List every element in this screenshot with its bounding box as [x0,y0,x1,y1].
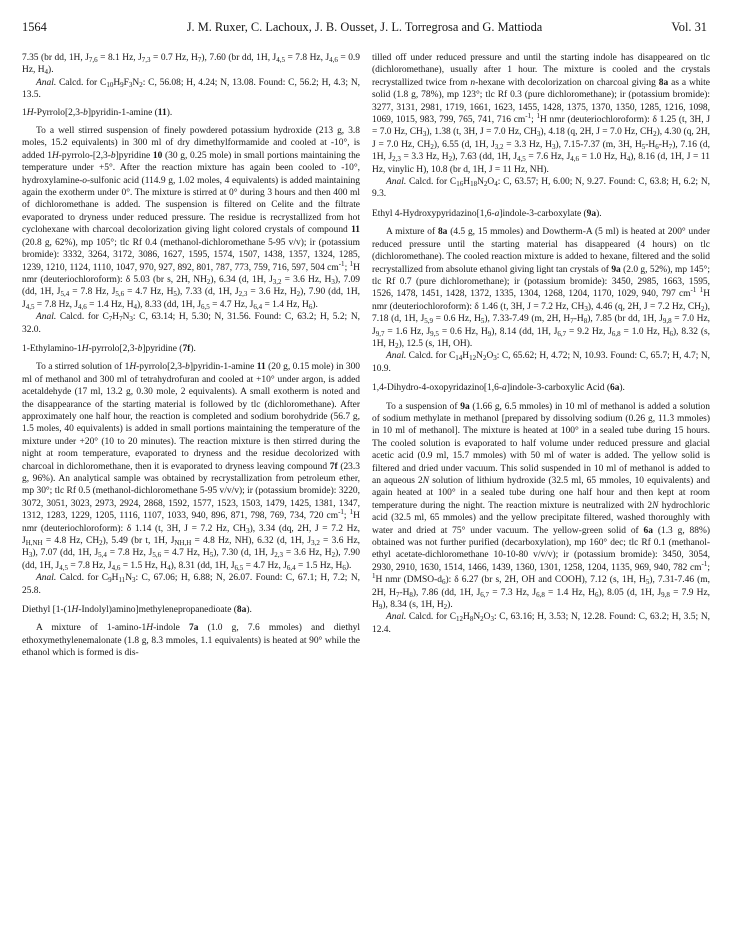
left-column [22,52,360,660]
right-column [372,52,710,638]
volume-label: Vol. 31 [671,20,707,34]
procedure-paragraph-compound-11: To a well stirred suspension of finely powdered potassium hydroxide (213 g, 3.8 moles, 15.2 equivalents) in 300 ml of dry dimethylformamide and cooled at -10°, is added 1H-pyrrolo-[2,3-b]pyridine 10 (30 g, 0.25 mole) in small portions maintaining the temperature under +5°. After the reaction mixture has again been cooled to -10°, hydroxylamine-o-sulfonic acid (114.9 g, 1.02 moles, 4 equivalents) is added maintaining again the exotherm under 0°. The mixture is stirred at 0° during 3 hours and then 400 ml of dichloromethane is added. The suspension is filtered on Celite and the filtrate evaporated to dryness under reduced pressure. The residue is recrystallized from hot cyclohexane with charcoal decolorization giving light colored crystals of compound 11 (20.8 g, 62%), mp 105°; tlc Rf 0.4 (methanol-dichloromethane 5-95 v/v); ir (potassium bromide): 3332, 3264, 3172, 3086, 1627, 1595, 1574, 1507, 1438, 1357, 1324, 1285, 1239, 1210, 1124, 1110, 1047, 970, 927, 892, 801, 787, 773, 759, 716, 597, 504 $cm^{-1}$; $^1$H nmr (deuteriochloroform): δ 5.03 (br s, 2H, $NH_2$), 6.34 (d, 1H, $J_{3,2} = 3.6$ Hz, $H_3$), 7.09 (dd, 1H, $J_{5,4} = 7.8$ Hz, $J_{5,6} = 4.7$ Hz, $H_5$), 7.33 (d, 1H, $J_{2,3} = 3.6$ Hz, $H_2$), 7.90 (dd, 1H, $J_{4,5} = 7.8$ Hz, $J_{4,6} = 1.4$ Hz, $H_4$), 8.33 (dd, 1H, $J_{6,5} = 4.7$ Hz, $J_{6,4} = 1.4$ Hz, $H_6$). [22,126,360,311]
analysis-paragraph-compound-7f: Anal. Calcd. for $C_9H_{11}N_3$: C, 67.06; H, 6.88; N, 26.07. Found: C, 67.1; H, 7.2; N, 25.8. [22,573,360,596]
page-number: 1564 [22,20,47,34]
procedure-paragraph-compound-7f: To a stirred solution of 1H-pyrrolo[2,3-b]pyridin-1-amine 11 (20 g, 0.15 mole) in 300 ml of methanol and 300 ml of tetrahydrofuran and cooled at +10° under argon, is added acetaldehyde (17 ml, 13.2 g, 0.30 mole, 2 equivalents). A small exotherm is noted and the disappearance of the starting material is followed by tlc (dichloromethane). After approximately one half hour, the reaction is completed and sodium borohydride (56.7 g, 1.5 moles, 40 equivalents) is added in small portions maintaining the temperature of the mixture under +20° (10 to 20 minutes). The reaction mixture is then stirred during the night at room temperature, evaporated to dryness and the residue decolorized with charcoal in dichloromethane, then it is evaporated to dryness leaving compound 7f (23.3 g, 96%). An analytical sample was obtained by recrystallization from petroleum ether, mp 30°; tlc Rf 0.5 (methanol-dichloromethane 5-95 v/v/v); ir (potassium bromide): 3220, 3072, 3051, 3023, 2973, 2924, 2868, 1592, 1577, 1523, 1503, 1479, 1425, 1381, 1347, 1312, 1283, 1229, 1205, 1116, 1107, 1033, 940, 896, 871, 798, 769, 734, 720 $cm^{-1}$; $^1$H nmr (deuteriochloroform): δ 1.14 (t, 3H, J = 7.2 Hz, $CH_3$), 3.34 (dq, 2H, J = 7.2 Hz, $J_{H,NH} = 4.8$ Hz, $CH_2$), 5.49 (br t, 1H, $J_{NH,H} = 4.8$ Hz, NH), 6.32 (d, 1H, $J_{3,2} = 3.6$ Hz, $H_3$), 7.07 (dd, 1H, $J_{5,4} = 7.8$ Hz, $J_{5,6} = 4.7$ Hz, $H_5$), 7.30 (d, 1H, $J_{2,3} = 3.6$ Hz, $H_2$), 7.90 (dd, 1H, $J_{4,5} = 7.8$ Hz, $J_{4,6} = 1.5$ Hz, $H_4$), 8.31 (dd, 1H, $J_{6,5} = 4.7$ Hz, $J_{6,4} = 1.5$ Hz, $H_6$). [22,362,361,572]
section-title-compound-8a: Diethyl [1-(1H-Indolyl)amino]methylenepropanedioate (8a). [22,605,252,616]
page-header [22,20,707,40]
procedure-paragraph-compound-8a: A mixture of 1-amino-1H-indole 7a (1.0 g, 7.6 mmoles) and diethyl ethoxymethylenemalonate (1.8 g, 8.3 mmoles, 1.1 equivalents) is heated at 90° while the ethanol which is formed is dis- [22,623,361,659]
procedure-continuation-compound-8a: tilled off under reduced pressure and until the starting indole has disappeared on tlc (dichloromethane), usually after 1 hour. The mixture is cooled and the crystals recrystallized twice from n-hexane with decolorization on charcoal giving 8a as a white solid (1.8 g, 78%), mp 123°; tlc Rf 0.3 (pure dichloromethane); ir (potassium bromide): 3277, 3131, 2981, 1719, 1661, 1623, 1455, 1428, 1375, 1370, 1350, 1285, 1216, 1098, 1069, 1015, 983, 799, 765, 741, 716 $cm^{-1}$; $^1$H nmr (deuteriochloroform): δ 1.25 (t, 3H, J = 7.0 Hz, $CH_3$), 1.38 (t, 3H, J = 7.0 Hz, $CH_3$), 4.18 (q, 2H, J = 7.0 Hz, $CH_2$), 4.30 (q, 2H, J = 7.0 Hz, $CH_2$), 6.55 (d, 1H, $J_{3,2} = 3.3$ Hz, $H_3$), 7.15-7.37 (m, 3H, $H_5-H_6-H_7$), 7.16 (d, 1H, $J_{2,3} = 3.3$ Hz, $H_2$), 7.63 (dd, 1H, $J_{4,5} = 7.6$ Hz, $J_{4,6} = 1.0$ Hz, $H_4$), 8.16 (d, 1H, J = 11 Hz, vinylic H), 10.8 (br d, 1H, J = 11 Hz, NH). [372,53,710,175]
procedure-paragraph-compound-6a: To a suspension of 9a (1.66 g, 6.5 mmoles) in 10 ml of methanol is added a solution of sodium methylate in methanol [prepared by dissolving sodium (0.26 g, 11.3 mmoles) in 10 ml of methanol]. The mixture is heated at 100° in a sealed tube during 15 hours. The cooled solution is evaporated to half volume under reduced pressure and glacial acetic acid (0.9 ml, 15.7 mmoles) with 50 ml of water is added. The yellow solid is filtered and dried under vacuum. This solid suspended in 10 ml of methanol is added to an aqueous 2N solution of lithium hydroxide (32.5 ml, 65 mmoles, 10 equivalents) and again heated at 100° in a sealed tube during one half hour and then kept at room temperature during the night. The reaction mixture is neutralized with 2N hydrochloric acid (32.5 ml, 65 mmoles) and the yellow precipitate filtered, washed thoroughly with water and dried at 75° under vacuum. The yellow-green solid of 6a (1.3 g, 88%) obtained was not further purified (decarboxylation), mp 160° dec; tlc Rf 0.1 (methanol-ethyl acetate-dichloromethane 10-10-80 v/v/v); ir (potassium bromide): 3450, 3054, 2930, 2910, 1630, 1514, 1466, 1439, 1360, 1301, 1258, 1204, 1135, 969, 940, 782 $cm^{-1}$; $^1$H nmr $(DMSO-d_6)$: δ 6.27 (br s, 2H, OH and COOH), 7.12 (s, 1H, $H_5$), 7.31-7.46 (m, 2H, $H_7-H_8$), 7.86 (dd, 1H, $J_{6,7} = 7.3$ Hz, $J_{6,8} = 1.4$ Hz, $H_6$), 8.05 (d, 1H, $J_{9,8} = 7.9$ Hz, $H_9$), 8.34 (s, 1H, $H_2$). [372,401,711,612]
section-title-compound-6a: 1,4-Dihydro-4-oxopyridazino[1,6-a]indole-3-carboxylic Acid (6a). [372,383,625,394]
running-head-authors: J. M. Ruxer, C. Lachoux, J. B. Ousset, J. L. Torregrosa and G. Mattioda [186,20,543,34]
nmr-continuation: 7.35 (br dd, 1H, $J_{7,6} = 8.1$ Hz, $J_{7,3} = 0.7$ Hz, $H_7$), 7.60 (br dd, 1H, $J_{4,5} = 7.8$ Hz, $J_{4,6} = 0.9$ Hz, $H_4$). [22,53,361,77]
analysis-paragraph-compound-11: Anal. Calcd. for $C_7H_7N_3$: C, 63.14; H, 5.30; N, 31.56. Found: C, 63.2; H, 5.2; N, 32.0. [22,312,360,335]
analysis-paragraph-compound-6a: Anal. Calcd. for $C_{12}H_8N_2O_3$: C, 63.16; H, 3.53; N, 12.28. Found: C, 63.2; H, 3.5; N, 12.4. [372,612,710,635]
analysis-paragraph-compound-9a: Anal. Calcd. for $C_{14}H_{12}N_2O_3$: C, 65.62; H, 4.72; N, 10.93. Found: C, 65.7; H, 4.7; N, 10.9. [372,351,711,374]
section-title-compound-9a: Ethyl 4-Hydroxypyridazino[1,6-a]indole-3-carboxylate (9a). [372,208,602,219]
analysis-paragraph-compound-8a: Anal. Calcd. for $C_{16}H_{18}N_2O_4$: C, 63.57; H, 6.00; N, 9.27. Found: C, 63.8; H, 6.2; N, 9.3. [372,177,710,200]
section-title-compound-7f: 1-Ethylamino-1H-pyrrolo[2,3-b]pyridine (7f). [22,343,196,354]
procedure-paragraph-compound-9a: A mixture of 8a (4.5 g, 15 mmoles) and Dowtherm-A (5 ml) is heated at 200° under reduced pressure until the starting material has disappeared (4 hours) on tlc (dichloromethane). The cooled reaction mixture is added to hexane, filtered and the solid recrystallized from absolute ethanol giving light tan crystals of 9a (2.0 g, 52%), mp 145°; tlc Rf 0.7 (pure dichloromethane); ir (potassium bromide): 3450, 2985, 1663, 1595, 1526, 1478, 1451, 1428, 1372, 1335, 1304, 1268, 1204, 1170, 1029, 940, 797 $cm^{-1}$ $^1$H nmr (deuteriochloroform): δ 1.46 (t, 3H, J = 7.2 Hz, $CH_3$), 4.46 (q, 2H, J = 7.2 Hz, $CH_2$), 7.18 (d, 1H, $J_{5,9} = 0.6$ Hz, $H_5$), 7.33-7.49 (m, 2H, $H_7-H_8$), 7.85 (br dd, 1H, $J_{9,8} = 7.0$ Hz, $J_{9,7} = 1.6$ Hz, $J_{9,5} = 0.6$ Hz, $H_9$), 8.14 (dd, 1H, $J_{6,7} = 9.2$ Hz, $J_{6,8} = 1.0$ Hz, $H_6$), 8.32 (s, 1H, $H_2$), 12.5 (s, 1H, OH). [372,227,711,350]
analysis-paragraph: Anal. Calcd. for $C_{10}H_9F_3N_2$: C, 56.08; H, 4.24; N, 13.08. Found: C, 56.2; H, 4.3; N, 13.5. [22,77,361,101]
section-title-compound-11: 1H-Pyrrolo[2,3-b]pyridin-1-amine (11). [22,107,173,118]
